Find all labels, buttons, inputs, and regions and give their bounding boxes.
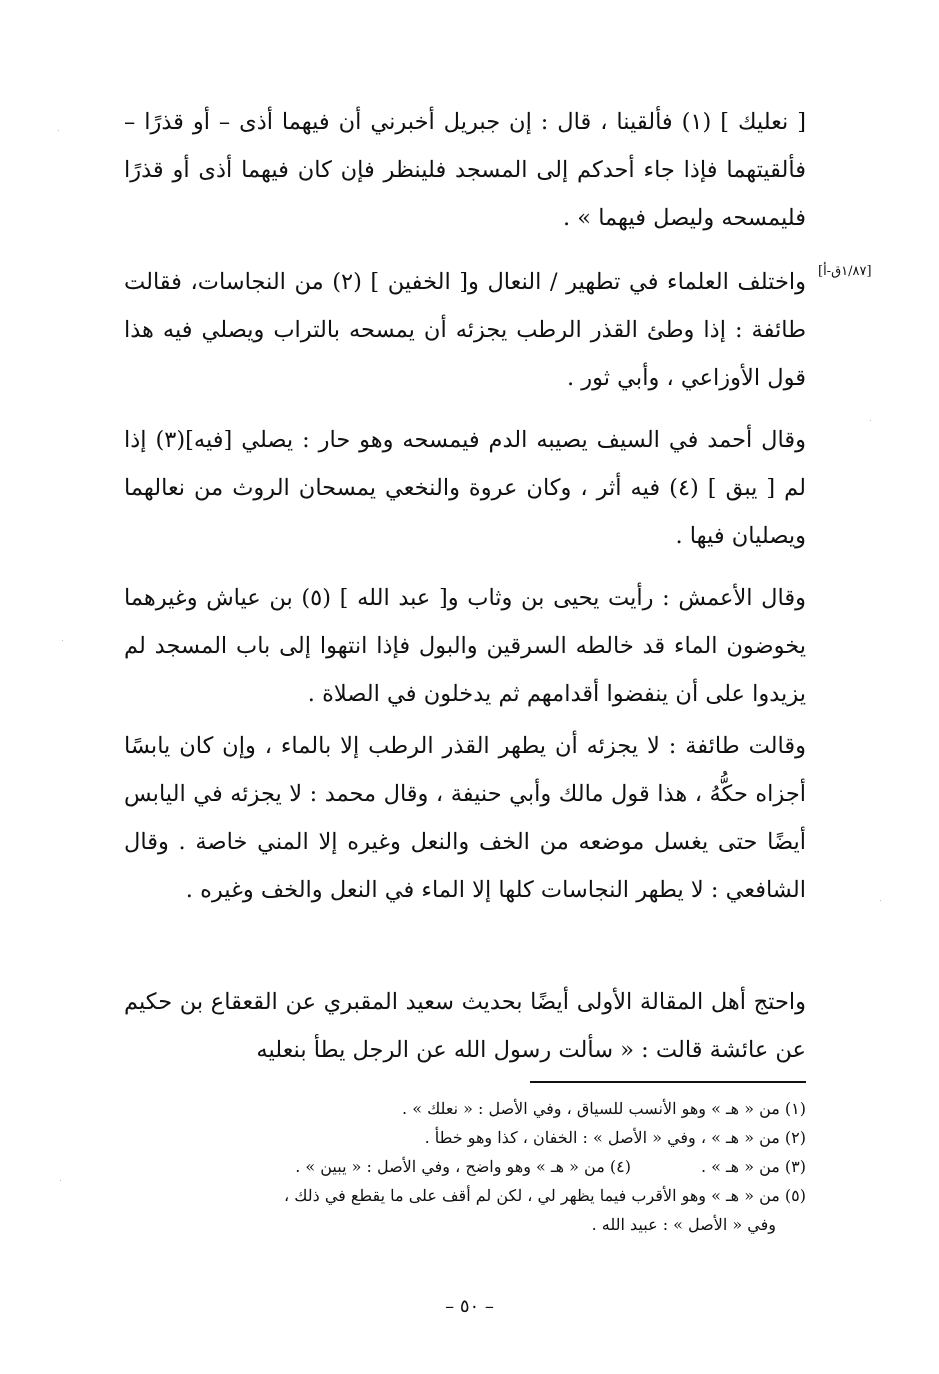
scan-speck <box>880 900 881 901</box>
paragraph: [ نعليك ] (١) فألقينا ، قال : إن جبريل أخبرني أن فيهما أذى – أو قذرًا – فألقيتهما فإذا جاء أحدكم إلى المسجد فلينظر فإن كان فيهما أذى أو قذرًا فليمسحه وليصل فيهما » . <box>124 109 807 231</box>
paragraph: واختلف العلماء في تطهير / النعال و[ الخفين ] (٢) من النجاسات، فقالت طائفة : إذا وطئ القذر الرطب يجزئه أن يمسحه بالتراب ويصلي فيه هذا قول الأوزاعي ، وأبي ثور . <box>124 269 806 391</box>
footnote: (٢) من « هـ » ، وفي « الأصل » : الخفان ، كذا وهو خطأ . <box>424 1128 806 1147</box>
paragraph: واحتج أهل المقالة الأولى أيضًا بحديث سعيد المقبري عن القعقاع بن حكيم عن عائشة قالت : « سألت رسول الله عن الرجل يطأ بنعليه <box>124 989 806 1063</box>
scan-speck <box>60 1180 61 1181</box>
paragraph: وقال أحمد في السيف يصيبه الدم فيمسحه وهو حار : يصلي [فيه](٣) إذا لم [ يبق ] (٤) فيه أثر ، وكان عروة والنخعي يمسحان الروث من نعالهما ويصليان فيها . <box>124 427 807 549</box>
footnote: (٤) من « هـ » وهو واضح ، وفي الأصل : « يبين » . <box>295 1157 631 1176</box>
paragraph: وقالت طائفة : لا يجزئه أن يطهر القذر الرطب إلا بالماء ، وإن كان يابسًا أجزاه حكُّهُ ، هذا قول مالك وأبي حنيفة ، وقال محمد : لا يجزئه في اليابس أيضًا حتى يغسل موضعه من الخف والنعل وغيره إلا المني خاصة . وقال الشافعي : لا يطهر النجاسات كلها إلا الماء في النعل والخف وغيره . <box>124 733 806 903</box>
scan-speck <box>62 640 63 641</box>
paragraph: وقال الأعمش : رأيت يحيى بن وثاب و[ عبد الله ] (٥) بن عياش وغيرهما يخوضون الماء قد خالطه السرقين والبول فإذا انتهوا إلى باب المسجد لم يزيدوا على أن ينفضوا أقدامهم ثم يدخلون في الصلاة . <box>124 585 806 707</box>
footnote: (١) من « هـ » وهو الأنسب للسياق ، وفي الأصل : « نعلك » . <box>402 1099 806 1118</box>
footnote-continuation: وفي « الأصل » : عبيد الله . <box>591 1215 776 1234</box>
footnote-separator <box>530 1081 806 1083</box>
scan-speck <box>58 130 59 131</box>
footnote: (٥) من « هـ » وهو الأقرب فيما يظهر لي ، لكن لم أقف على ما يقطع في ذلك ، <box>284 1186 806 1205</box>
margin-manuscript-reference: [١/٨٧ق-أ] <box>818 264 872 279</box>
footnotes <box>124 1094 806 1239</box>
footnote: (٣) من « هـ » . <box>700 1157 806 1176</box>
scan-speck <box>870 420 871 421</box>
footnote-row <box>124 1152 806 1181</box>
page-number: – ٥٠ – <box>445 1296 494 1317</box>
